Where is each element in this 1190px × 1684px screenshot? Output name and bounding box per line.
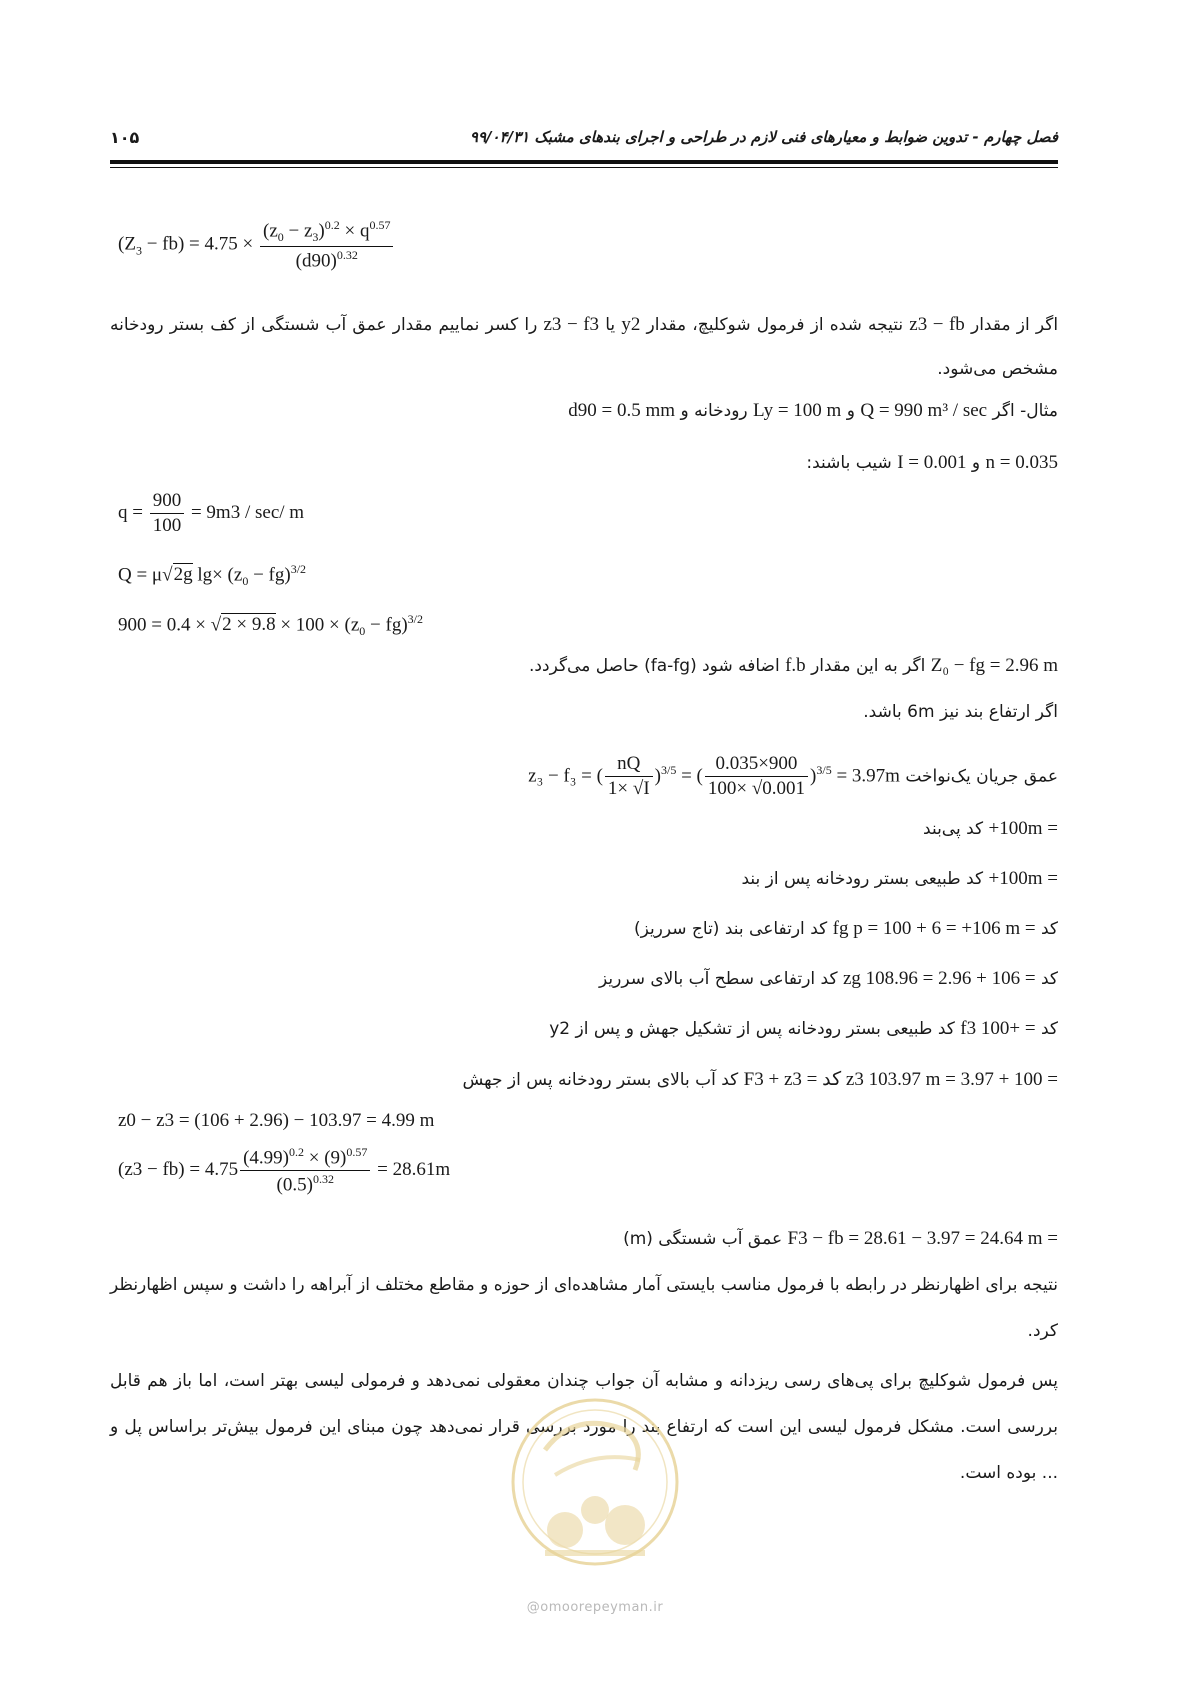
code-line-foundation: +100m = کد پی‌بند — [923, 818, 1058, 839]
watermark-logo — [505, 1390, 685, 1595]
scour-depth-line: F3 − fb = 28.61 − 3.97 = 24.64 m = عمق آب شستگی (m) — [623, 1228, 1058, 1249]
equation-scour-shoklitsch: $(Z_3 - fb) = 4.75$ × $\frac{(z_0 - z_3)^{0.2} \times q^{0.57}}{(d90)^{0.32}}$ — [118, 218, 395, 272]
header-rule-thick — [110, 160, 1058, 164]
weir-height-line: اگر ارتفاع بند نیز 6m باشد. — [863, 702, 1058, 722]
watermark-url: @omoorepeyman.ir — [526, 1600, 664, 1615]
head-over-weir-line: Z₀ − fg = 2.96 m اگر به این مقدار f.b اضافه شود (fa-fg) حاصل می‌گردد. — [529, 655, 1058, 676]
paragraph-conclusion: نتیجه برای اظهارنظر در رابطه با فرمول مناسب بایستی آمار مشاهده‌ای از حوزه و مقاطع مختلف از آبراهه را داشت و سپس اظهارنظر کرد. — [110, 1275, 1058, 1341]
equation-unit-discharge: q = $\frac{900}{100}$ = 9m3 / sec/ m — [118, 490, 305, 536]
code-line-riverbed: +100m = کد طبیعی بستر رودخانه پس از بند — [741, 868, 1058, 889]
code-line-crest: کد fg p = 100 + 6 = +106 m = کد ارتفاعی بند (تاج سرریز) — [633, 918, 1058, 939]
page-number: ۱۰۵ — [110, 128, 140, 147]
code-line-after-jump: کد f3 100+ = کد طبیعی بستر رودخانه پس از تشکیل جهش و پس از y2 — [549, 1018, 1058, 1039]
example-line: مثال- اگر Q = 990 m³ / sec و Ly = 100 m رودخانه و d90 = 0.5 mm — [568, 400, 1058, 421]
chapter-title: فصل چهارم - تدوین ضوابط و معیارهای فنی لازم در طراحی و اجرای بندهای مشبک ۹۹/۰۴/۳۱ — [469, 128, 1058, 146]
equation-weir-discharge: Q = μ√2g $\lg\times (z_0 - fg)^{3/2}$ — [118, 562, 307, 589]
paragraph-scour-depth: اگر از مقدار z3 − fb نتیجه شده از فرمول شوکلیچ، مقدار y2 یا z3 − f3 را کسر نماییم مقدار عمق آب شستگی از کف بستر رودخانه مشخص می‌شود. — [110, 314, 1059, 379]
code-line-water-surface: کد zg 108.96 = 2.96 + 106 = کد ارتفاعی سطح آب بالای سرریز — [599, 968, 1058, 989]
paragraph-lacey: پس فرمول شوکلیچ برای پی‌های رسی ریزدانه و مشابه آن جواب چندان معقولی نمی‌دهد و فرمولی لیسی بهتر است، اما باز هم قابل بررسی است. مشکل فرمول لیسی این است که ارتفاع بند را مورد بررسی قرار نمی‌دهد چون مبنای این فرمول بیش‌تر براساس پل و ... بوده است. — [110, 1371, 1058, 1483]
equation-scour-result: (z3 − fb) = 4.75 $\frac{(4.99)^{0.2} \times (9)^{0.57}}{(0.5)^{0.32}}$ = 28.61m — [118, 1145, 451, 1196]
equation-head-difference: z0 − z3 = (106 + 2.96) − 103.97 = 4.99 m — [118, 1110, 435, 1131]
header-rule-thin — [110, 167, 1058, 168]
page-header — [110, 128, 1058, 152]
code-line-water-after-jump: F3 + z3 = کد z3 103.97 m = 3.97 + 100 = کد آب بالای بستر رودخانه پس از جهش — [462, 1069, 1058, 1090]
uniform-depth-line: عمق جریان یک‌نواخت z₃ − f₃ = ( $\frac{nQ}{1\times √I}$ )$^{3/5}$ = ( $\frac{0.035\times 900}{100\times √0.001}$ )$^{3/5}$ = 3.97m — [528, 753, 1058, 800]
watermark — [505, 1390, 685, 1615]
slope-line: n = 0.035 و I = 0.001 شیب باشند: — [806, 452, 1058, 473]
equation-weir-substituted: $900 = 0.4 \times √2 \times 9.8 \times 100 \times (z_0 - fg)^{3/2}$ — [118, 612, 424, 639]
